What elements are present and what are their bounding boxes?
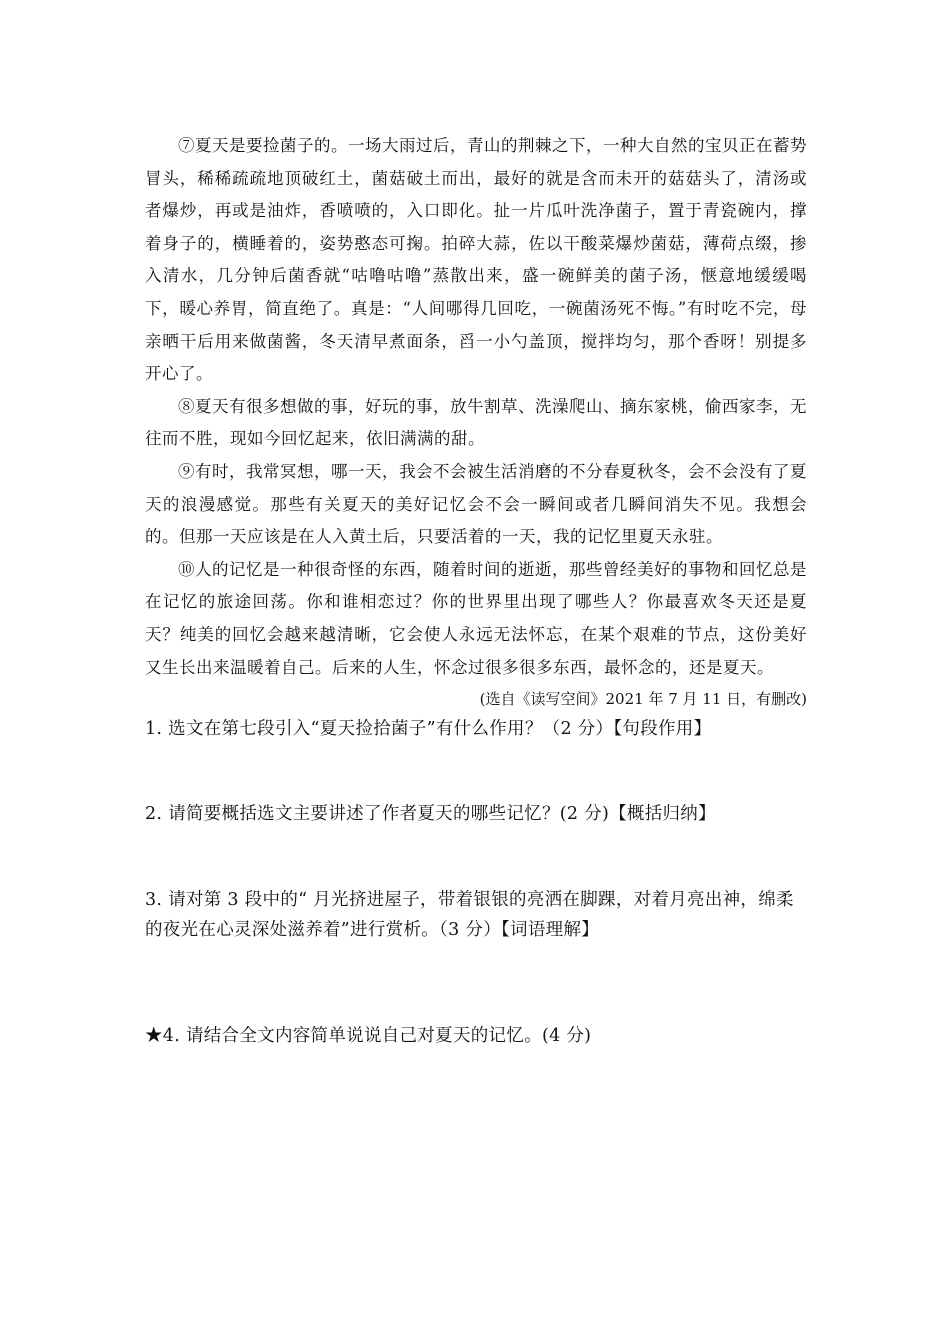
question-3: 3. 请对第 3 段中的“ 月光挤进屋子，带着银银的亮洒在脚踝，对着月亮出神，绵柔的夜光在心灵深处滋养着”进行赏析。（3 分）【词语理解】: [145, 890, 794, 941]
article-text: [145, 130, 807, 712]
question-1: 1. 选文在第七段引入“夏天捡拾菌子”有什么作用？（2 分）【句段作用】: [145, 719, 712, 740]
question-4: ★4. 请结合全文内容简单说说自己对夏天的记忆。(4 分): [145, 1026, 592, 1047]
question-2: 2. 请简要概括选文主要讲述了作者夏天的哪些记忆？(2 分)【概括归纳】: [145, 804, 716, 825]
paragraph-9: ⑨有时，我常冥想，哪一天，我会不会被生活消磨的不分春夏秋冬，会不会没有了夏天的浪漫感觉。那些有关夏天的美好记忆会不会一瞬间或者几瞬间消失不见。我想会的。但那一天应该是在人入黄土后，只要活着的一天，我的记忆里夏天永驻。: [145, 461, 807, 547]
document-page: [145, 130, 807, 1051]
paragraph-10: ⑩人的记忆是一种很奇怪的东西，随着时间的逝逝，那些曾经美好的事物和回忆总是在记忆的旅途回荡。你和谁相恋过？你的世界里出现了哪些人？你最喜欢冬天还是夏天？纯美的回忆会越来越清晰，它会使人永远无法怀忘，在某个艰难的节点，这份美好又生长出来温暖着自己。后来的人生，怀念过很多很多东西，最怀念的，还是夏天。: [145, 559, 807, 677]
question-list: [145, 714, 807, 1051]
paragraph-8: ⑧夏天有很多想做的事，好玩的事，放牛割草、洗澡爬山、摘东家桃，偷西家李，无往而不胜，现如今回忆起来，依旧满满的甜。: [145, 396, 807, 449]
source-citation: (选自《读写空间》2021 年 7 月 11 日，有删改): [479, 690, 807, 709]
paragraph-7: ⑦夏天是要捡菌子的。一场大雨过后，青山的荆棘之下，一种大自然的宝贝正在蓄势冒头，稀稀疏疏地顶破红土，菌菇破土而出，最好的就是含而未开的菇菇头了，清汤或者爆炒，再或是油炸，香喷喷的，入口即化。扯一片瓜叶洗净菌子，置于青瓷碗内，撑着身子的，横睡着的，姿势憨态可掬。拍碎大蒜，佐以干酸菜爆炒菌菇，薄荷点缀，掺入清水，几分钟后菌香就“咕噜咕噜”蒸散出来，盛一碗鲜美的菌子汤，惬意地缓缓喝下，暖心养胃，简直绝了。真是：“人间哪得几回吃，一碗菌汤死不悔。”有时吃不完，母亲晒干后用来做菌酱，冬天清早煮面条，舀一小勺盖顶，搅拌均匀，那个香呀！别提多开心了。: [145, 136, 807, 384]
